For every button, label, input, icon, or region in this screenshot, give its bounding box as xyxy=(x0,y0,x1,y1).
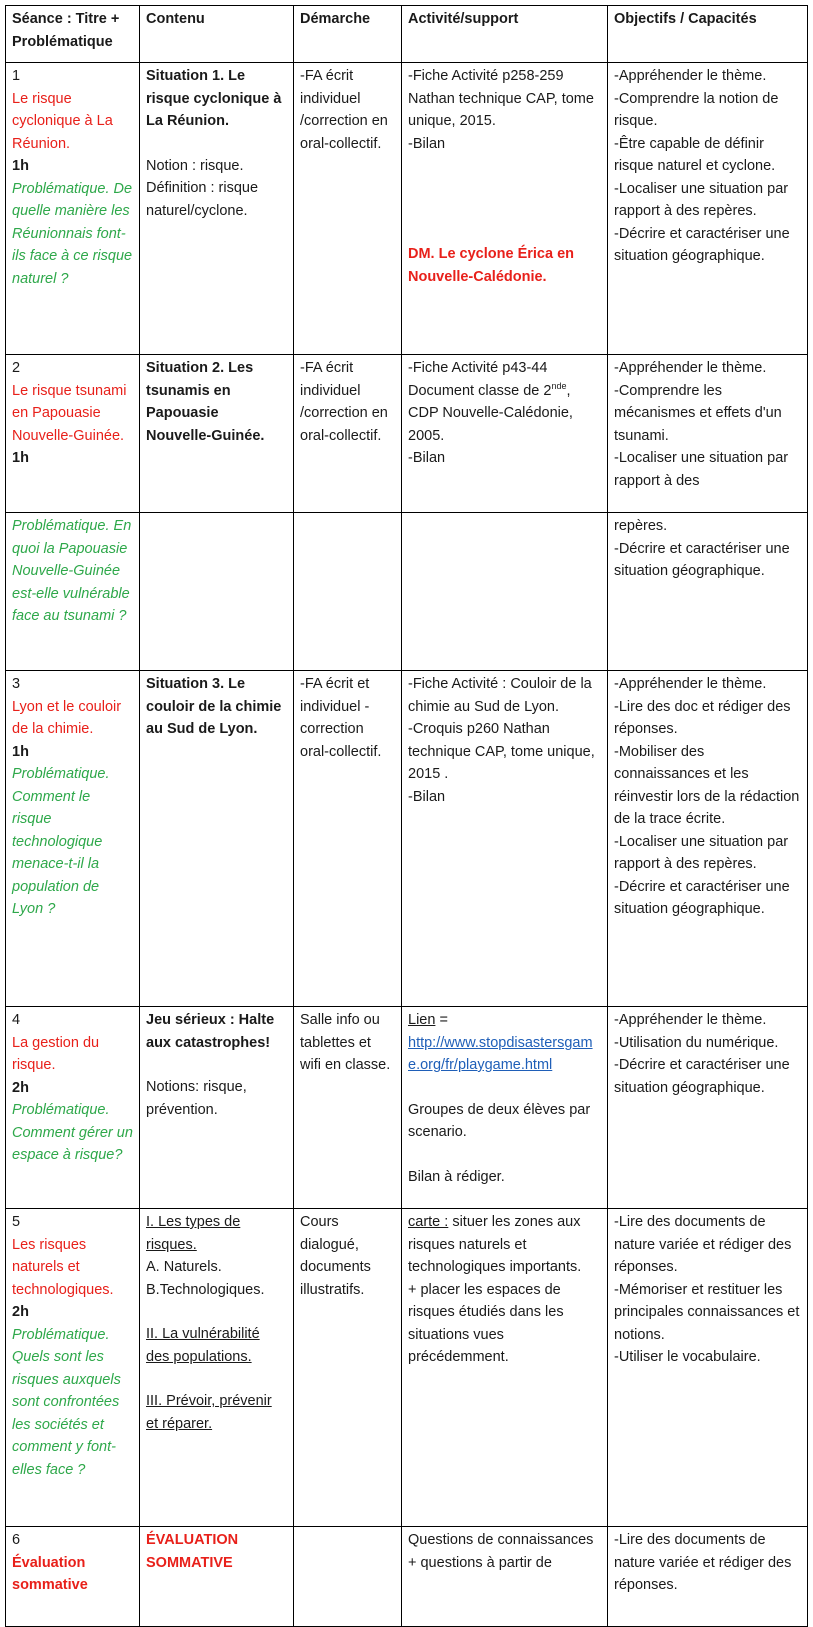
contenu-definition: Définition : risque naturel/cyclone. xyxy=(146,180,259,219)
contenu-notion: Notion : risque. xyxy=(146,157,244,174)
contenu-cell xyxy=(140,1007,294,1209)
activite-bilan: Bilan à rédiger. xyxy=(408,1168,505,1185)
activite-cell xyxy=(402,1209,608,1527)
objectif-item: -Localiser une situation par rapport à des xyxy=(614,450,789,489)
seance-number: 1 xyxy=(12,68,21,84)
table-row xyxy=(6,63,808,355)
activite-groupes: Groupes de deux élèves par scenario. xyxy=(408,1101,591,1140)
demarche-cell: -FA écrit et individuel -correction oral-collectif. xyxy=(294,671,402,1007)
sequence-table xyxy=(5,5,808,1627)
contenu-part-1a: A. Naturels. xyxy=(146,1259,222,1275)
demarche-cell: -FA écrit individuel /correction en oral-collectif. xyxy=(294,63,402,355)
seance-cell xyxy=(6,355,140,513)
lien-label: Lien xyxy=(408,1012,436,1028)
objectif-item: -Décrire et caractériser une situation géographique. xyxy=(614,878,790,917)
table-row xyxy=(6,355,808,513)
lien-equals: = xyxy=(435,1012,448,1028)
objectif-item: -Utilisation du numérique. xyxy=(614,1034,779,1051)
superscript: nde xyxy=(551,380,567,391)
demarche-cell xyxy=(294,1527,402,1627)
seance-number: 4 xyxy=(12,1012,21,1028)
objectif-item: -Être capable de définir risque naturel et cyclone. xyxy=(614,135,776,174)
seance-title: Le risque tsunami en Papouasie Nouvelle-Guinée. xyxy=(12,382,127,444)
objectif-item: -Appréhender le thème. xyxy=(614,68,767,84)
seance-title: Lyon et le couloir de la chimie. xyxy=(12,698,122,737)
activite-cell xyxy=(402,513,608,671)
activite-bilan: -Bilan xyxy=(408,135,446,152)
objectif-item: -Décrire et caractériser une situation géographique. xyxy=(614,225,790,264)
demarche-cell: Salle info ou tablettes et wifi en classe. xyxy=(294,1007,402,1209)
objectifs-cell xyxy=(608,63,808,355)
objectif-item: -Décrire et caractériser une situation géographique. xyxy=(614,1057,790,1096)
stopdisasters-link[interactable]: http://www.stopdisastersgame.org/fr/playgame.html xyxy=(408,1034,593,1073)
activite-plus: + placer les espaces de risques étudiés dans les situations vues précédemment. xyxy=(408,1281,564,1365)
contenu-cell xyxy=(140,671,294,1007)
seance-cell xyxy=(6,63,140,355)
objectif-item: -Appréhender le thème. xyxy=(614,1012,767,1028)
table-row xyxy=(6,671,808,1007)
seance-problematique: Problématique. En quoi la Papouasie Nouvelle-Guinée est-elle vulnérable face au tsunami ? xyxy=(12,518,132,624)
contenu-part-1: I. Les types de risques. xyxy=(146,1214,241,1253)
objectif-item: -Mobiliser des connaissances et les réinvestir lors de la rédaction de la trace écrite. xyxy=(614,743,800,827)
contenu-part-2: II. La vulnérabilité des populations. xyxy=(146,1326,260,1365)
demarche-cell: Cours dialogué, documents illustratifs. xyxy=(294,1209,402,1527)
header-seance: Séance : Titre + Problématique xyxy=(6,6,140,63)
demarche-cell xyxy=(294,513,402,671)
objectifs-cell xyxy=(608,1007,808,1209)
seance-problematique: Problématique. Quels sont les risques auxquels sont confrontées les sociétés et comment y font-elles face ? xyxy=(12,1326,121,1478)
activite-item: -Fiche Activité : Couloir de la chimie au Sud de Lyon. xyxy=(408,676,592,715)
carte-label: carte : xyxy=(408,1214,449,1230)
contenu-cell xyxy=(140,513,294,671)
contenu-cell xyxy=(140,1209,294,1527)
objectifs-cell xyxy=(608,355,808,513)
contenu-cell xyxy=(140,63,294,355)
contenu-title: Situation 2. Les tsunamis en Papouasie Nouvelle-Guinée. xyxy=(146,360,265,444)
seance-number: 6 xyxy=(12,1532,21,1548)
activite-cell: Questions de connaissances + questions à partir de xyxy=(402,1527,608,1627)
seance-duration: 2h xyxy=(12,1304,29,1320)
seance-duration: 1h xyxy=(12,743,29,760)
table-row xyxy=(6,1527,808,1627)
contenu-part-1b: B.Technologiques. xyxy=(146,1281,265,1298)
objectif-item: repères. xyxy=(614,518,668,534)
seance-cell xyxy=(6,1527,140,1627)
seance-cell xyxy=(6,513,140,671)
contenu-cell xyxy=(140,1527,294,1627)
objectif-item: -Lire des documents de nature variée et rédiger des réponses. xyxy=(614,1214,792,1275)
header-activite: Activité/support xyxy=(402,6,608,63)
activite-item: -Croquis p260 Nathan technique CAP, tome unique, 2015 . xyxy=(408,721,595,782)
activite-cell xyxy=(402,1007,608,1209)
activite-fiche: -Fiche Activité p43-44 Document classe de 2nde, CDP Nouvelle-Calédonie, 2005. xyxy=(408,360,573,444)
contenu-notions: Notions: risque, prévention. xyxy=(146,1079,247,1118)
seance-number: 2 xyxy=(12,360,21,376)
seance-cell xyxy=(6,1007,140,1209)
table-row xyxy=(6,1209,808,1527)
seance-duration: 2h xyxy=(12,1079,29,1096)
objectif-item: -Lire des doc et rédiger des réponses. xyxy=(614,698,791,737)
objectif-item: -Appréhender le thème. xyxy=(614,676,767,692)
seance-cell xyxy=(6,671,140,1007)
seance-title: Le risque cyclonique à La Réunion. xyxy=(12,90,113,152)
demarche-cell: -FA écrit individuel /correction en oral-collectif. xyxy=(294,355,402,513)
activite-cell xyxy=(402,63,608,355)
contenu-title: Situation 1. Le risque cyclonique à La Réunion. xyxy=(146,68,282,129)
seance-duration: 1h xyxy=(12,158,29,174)
seance-number: 5 xyxy=(12,1214,21,1230)
header-contenu: Contenu xyxy=(140,6,294,63)
activite-cell xyxy=(402,671,608,1007)
seance-title: Évaluation sommative xyxy=(12,1554,88,1593)
seance-problematique: Problématique. De quelle manière les Réunionnais font-ils face à ce risque naturel ? xyxy=(12,180,133,287)
carte-text: situer les zones aux risques naturels et technologiques importants. xyxy=(408,1214,582,1275)
seance-duration: 1h xyxy=(12,450,29,466)
contenu-title: Jeu sérieux : Halte aux catastrophes! xyxy=(146,1012,275,1051)
contenu-part-3: III. Prévoir, prévenir et réparer. xyxy=(146,1393,272,1432)
objectif-item: -Comprendre la notion de risque. xyxy=(614,90,779,129)
seance-cell xyxy=(6,1209,140,1527)
seance-number: 3 xyxy=(12,676,21,692)
objectifs-cell xyxy=(608,1209,808,1527)
activite-cell xyxy=(402,355,608,513)
seance-problematique: Problématique. Comment le risque technologique menace-t-il la population de Lyon ? xyxy=(12,766,110,917)
objectifs-cell xyxy=(608,671,808,1007)
objectifs-cell xyxy=(608,513,808,671)
table-row-continued xyxy=(6,513,808,671)
seance-title: La gestion du risque. xyxy=(12,1034,100,1073)
seance-title: Les risques naturels et technologiques. xyxy=(12,1236,114,1298)
header-row xyxy=(6,6,808,63)
objectif-item: -Mémoriser et restituer les principales connaissances et notions. xyxy=(614,1281,800,1343)
objectif-item: -Appréhender le thème. xyxy=(614,360,767,376)
activite-fiche: -Fiche Activité p258-259 Nathan technique CAP, tome unique, 2015. xyxy=(408,68,594,129)
objectif-item: -Comprendre les mécanismes et effets d'un tsunami. xyxy=(614,382,782,444)
activite-bilan: -Bilan xyxy=(408,450,446,466)
objectifs-cell: -Lire des documents de nature variée et rédiger des réponses. xyxy=(608,1527,808,1627)
objectif-item: -Localiser une situation par rapport à des repères. xyxy=(614,180,789,219)
activite-item: -Bilan xyxy=(408,788,446,805)
objectif-item: -Utiliser le vocabulaire. xyxy=(614,1349,761,1365)
header-objectifs: Objectifs / Capacités xyxy=(608,6,808,63)
seance-problematique: Problématique. Comment gérer un espace à risque? xyxy=(12,1102,133,1163)
activite-dm: DM. Le cyclone Érica en Nouvelle-Calédonie. xyxy=(408,246,575,285)
objectif-item: -Décrire et caractériser une situation géographique. xyxy=(614,540,790,579)
header-demarche: Démarche xyxy=(294,6,402,63)
contenu-title: Situation 3. Le couloir de la chimie au Sud de Lyon. xyxy=(146,676,282,737)
contenu-cell xyxy=(140,355,294,513)
contenu-title: ÉVALUATION SOMMATIVE xyxy=(146,1532,239,1571)
table-row xyxy=(6,1007,808,1209)
objectif-item: -Localiser une situation par rapport à des repères. xyxy=(614,833,789,872)
